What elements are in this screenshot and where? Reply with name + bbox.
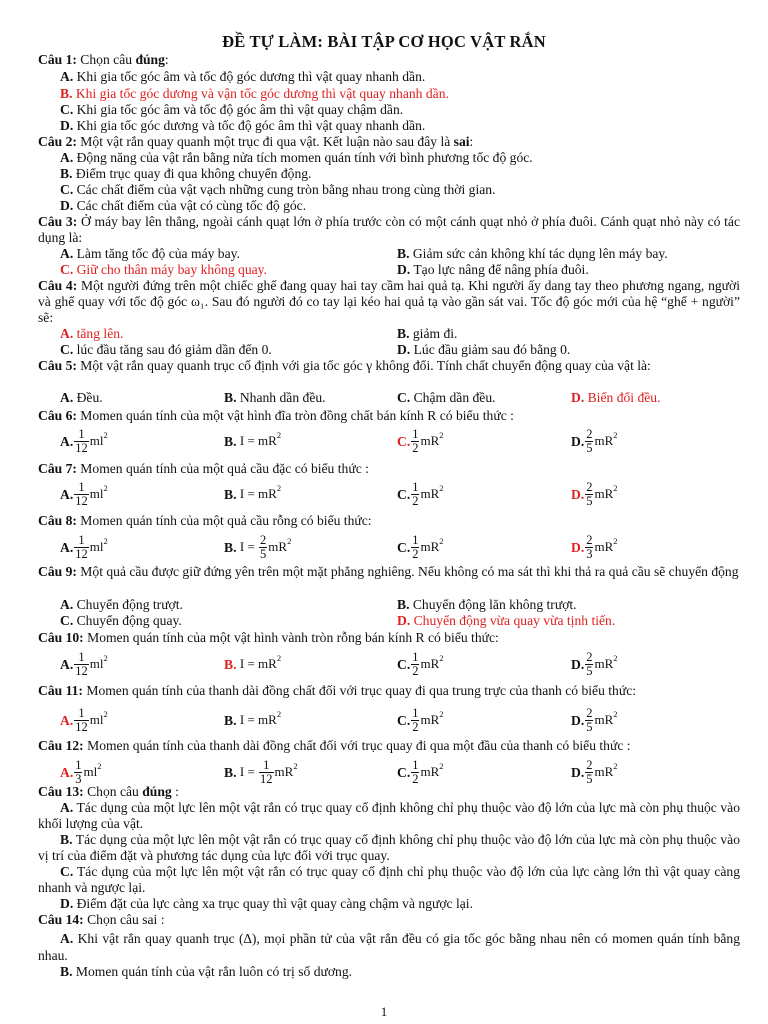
q7-option-b[interactable] xyxy=(224,477,281,511)
q10-option-a[interactable] xyxy=(60,647,108,681)
fraction xyxy=(585,707,593,734)
option-letter: C. xyxy=(60,182,74,197)
math-term: mR xyxy=(594,486,614,501)
option-letter: C. xyxy=(397,656,411,672)
fraction xyxy=(411,707,419,734)
option-letter: A. xyxy=(60,931,74,946)
numerator: 1 xyxy=(412,480,419,495)
denominator: 12 xyxy=(75,547,88,562)
option-letter: A. xyxy=(60,712,74,728)
numerator: 1 xyxy=(74,481,89,495)
question-text: Một vật rắn quay quanh một trục đi qua vật. Kết luận nào sau đây là xyxy=(76,134,454,149)
option-letter: D. xyxy=(571,712,585,728)
math-term: I = mR xyxy=(239,433,277,448)
page-title: ĐỀ TỰ LÀM: BÀI TẬP CƠ HỌC VẬT RẮN xyxy=(222,32,546,51)
exponent: 2 xyxy=(613,709,618,719)
option-letter: A. xyxy=(60,486,74,502)
numerator: 1 xyxy=(74,534,89,548)
fraction xyxy=(74,651,89,678)
math-term: ml xyxy=(89,486,104,501)
option-text: Các chất điểm của vật vạch những cung tròn bằng nhau trong cùng thời gian. xyxy=(73,182,496,197)
option-letter: C. xyxy=(397,712,411,728)
math-term: ml xyxy=(89,656,104,671)
q2-option-c[interactable] xyxy=(60,182,495,198)
q6-option-a[interactable] xyxy=(60,424,108,458)
math-term: mR xyxy=(420,486,440,501)
option-letter: C. xyxy=(60,864,74,879)
option-letter: D. xyxy=(60,118,74,133)
fraction xyxy=(74,481,89,508)
option-letter: A. xyxy=(60,390,74,405)
question-label: Câu 5: xyxy=(38,358,77,373)
fraction xyxy=(585,759,593,786)
question-label: Câu 2: xyxy=(38,134,77,149)
question-label: Câu 1: xyxy=(38,52,77,67)
exponent: 2 xyxy=(613,430,618,440)
math-term: mR xyxy=(420,539,440,554)
option-text: Lúc đầu giảm sau đó bằng 0. xyxy=(410,342,571,357)
numerator: 2 xyxy=(586,758,593,773)
numerator: 1 xyxy=(412,427,419,442)
option-letter: A. xyxy=(60,539,74,555)
option-letter: C. xyxy=(397,390,411,405)
exponent: 2 xyxy=(439,761,444,771)
option-letter: A. xyxy=(60,764,74,780)
q1-option-c[interactable] xyxy=(60,102,403,118)
question-label: Câu 8: xyxy=(38,513,77,528)
q6-option-c[interactable] xyxy=(397,424,444,458)
q2-option-a[interactable] xyxy=(60,150,533,166)
exponent: 2 xyxy=(287,536,292,546)
denominator: 12 xyxy=(75,441,88,456)
page-number: 1 xyxy=(380,1004,388,1019)
q8-option-a[interactable] xyxy=(60,530,108,564)
math-term: mR xyxy=(274,764,294,779)
numerator: 1 xyxy=(74,651,89,665)
option-letter: D. xyxy=(571,433,585,449)
option-letter: A. xyxy=(60,597,74,612)
option-text: Chậm dần đều. xyxy=(410,390,496,405)
numerator: 1 xyxy=(412,650,419,665)
denominator: 2 xyxy=(412,664,419,679)
math-term: mR xyxy=(420,764,440,779)
exponent: 2 xyxy=(613,483,618,493)
exponent: 2 xyxy=(97,761,102,771)
q1-option-d[interactable] xyxy=(60,118,425,134)
denominator: 2 xyxy=(412,720,419,735)
numerator: 2 xyxy=(586,533,593,548)
q4-option-a[interactable] xyxy=(60,326,123,342)
numerator: 1 xyxy=(412,533,419,548)
exponent: 2 xyxy=(439,709,444,719)
option-letter: B. xyxy=(397,326,410,341)
q9-option-b[interactable] xyxy=(397,597,577,613)
math-term: ml xyxy=(89,433,104,448)
numerator: 1 xyxy=(75,758,82,773)
fraction xyxy=(585,481,593,508)
exponent: 2 xyxy=(103,483,108,493)
question-13 xyxy=(38,784,740,800)
q8-option-b[interactable] xyxy=(224,530,291,564)
question-8 xyxy=(38,513,740,529)
option-text: Nhanh dần đều. xyxy=(236,390,326,405)
fraction xyxy=(411,759,419,786)
question-text: Một người đứng trên một chiếc ghế đang quay hai tay cầm hai quả tạ. Khi người ấy dang tay theo phương ngang, người và ghế quay với tốc độ góc ω₁. Sau đó người đó co tay lại kéo hai quả tạ vào gần sát vai. Tốc độ góc mới của hệ “ghế + người” sẽ: xyxy=(38,278,740,325)
fraction xyxy=(411,428,419,455)
option-letter: B. xyxy=(224,656,237,672)
denominator: 5 xyxy=(586,720,593,735)
question-4 xyxy=(38,278,740,326)
option-letter: B. xyxy=(397,597,410,612)
question-text: Momen quán tính của một quả cầu rỗng có biểu thức: xyxy=(76,513,372,528)
exponent: 2 xyxy=(613,653,618,663)
option-text: Khi gia tốc góc dương và vận tốc góc dương thì vật quay nhanh dần. xyxy=(72,86,449,101)
exponent: 2 xyxy=(293,761,298,771)
option-letter: B. xyxy=(397,246,410,261)
exponent: 2 xyxy=(103,536,108,546)
q11-option-d[interactable] xyxy=(571,703,618,737)
question-emphasis: đúng xyxy=(135,52,165,67)
option-text: giảm đi. xyxy=(409,326,458,341)
option-letter: C. xyxy=(60,102,74,117)
exponent: 2 xyxy=(103,653,108,663)
option-text: tăng lên. xyxy=(73,326,124,341)
fraction xyxy=(74,707,89,734)
denominator: 12 xyxy=(75,494,88,509)
numerator: 2 xyxy=(260,533,267,548)
q14-option-b[interactable] xyxy=(60,964,352,980)
option-letter: B. xyxy=(60,86,73,101)
question-label: Câu 9: xyxy=(38,564,77,579)
option-letter: B. xyxy=(224,539,237,555)
q5-option-d[interactable] xyxy=(571,390,661,406)
denominator: 3 xyxy=(586,547,593,562)
exponent: 2 xyxy=(439,483,444,493)
q10-option-b[interactable] xyxy=(224,647,281,681)
option-text: Khi gia tốc góc âm và tốc độ góc âm thì vật quay chậm dần. xyxy=(73,102,404,117)
option-text: Chuyển động lăn không trượt. xyxy=(409,597,577,612)
option-letter: C. xyxy=(397,433,411,449)
exponent: 2 xyxy=(439,653,444,663)
numerator: 1 xyxy=(259,759,274,773)
numerator: 1 xyxy=(74,428,89,442)
question-text: Momen quán tính của một vật hình vành tròn rỗng bán kính R có biểu thức: xyxy=(83,630,499,645)
q6-option-b[interactable] xyxy=(224,424,281,458)
fraction xyxy=(411,481,419,508)
option-letter: A. xyxy=(60,433,74,449)
denominator: 2 xyxy=(412,441,419,456)
numerator: 1 xyxy=(412,758,419,773)
question-emphasis: sai xyxy=(453,134,470,149)
numerator: 2 xyxy=(586,427,593,442)
question-tail: : xyxy=(469,134,474,149)
option-text: Khi gia tốc góc âm và tốc độ góc dương thì vật quay nhanh dần. xyxy=(73,69,426,84)
denominator: 2 xyxy=(412,547,419,562)
q8-option-d[interactable] xyxy=(571,530,618,564)
q9-option-a[interactable] xyxy=(60,597,183,613)
option-letter: A. xyxy=(60,800,74,815)
option-text: Các chất điểm của vật có cùng tốc độ góc. xyxy=(73,198,307,213)
q10-option-c[interactable] xyxy=(397,647,444,681)
question-text: Momen quán tính của một vật hình đĩa tròn đồng chất bán kính R có biểu thức : xyxy=(76,408,514,423)
q3-option-c[interactable] xyxy=(60,262,267,278)
option-letter: B. xyxy=(224,486,237,502)
fraction xyxy=(411,651,419,678)
fraction xyxy=(74,428,89,455)
q6-option-d[interactable] xyxy=(571,424,618,458)
option-text: lúc đầu tăng sau đó giảm dần đến 0. xyxy=(73,342,272,357)
fraction xyxy=(411,534,419,561)
option-text: Giảm sức cản không khí tác dụng lên máy bay. xyxy=(409,246,668,261)
question-text: Chọn câu sai : xyxy=(83,912,165,927)
numerator: 1 xyxy=(412,706,419,721)
math-term: mR xyxy=(594,712,614,727)
question-text: Ở máy bay lên thẳng, ngoài cánh quạt lớn ở phía trước còn có một cánh quạt nhỏ ở phía đuôi. Cánh quạt nhỏ này có tác dụng là: xyxy=(38,214,740,245)
exponent: 2 xyxy=(276,483,282,493)
fraction xyxy=(74,534,89,561)
question-tail: : xyxy=(171,784,179,799)
fraction xyxy=(74,759,82,786)
question-emphasis: đúng xyxy=(142,784,172,799)
option-letter: B. xyxy=(224,390,237,405)
q14-option-a[interactable] xyxy=(38,930,740,964)
q1-option-b[interactable] xyxy=(60,86,449,102)
q7-option-a[interactable] xyxy=(60,477,108,511)
q10-option-d[interactable] xyxy=(571,647,618,681)
option-letter: A. xyxy=(60,246,74,261)
question-label: Câu 10: xyxy=(38,630,84,645)
question-text: Momen quán tính của một quả cầu đặc có biểu thức : xyxy=(76,461,369,476)
denominator: 5 xyxy=(586,772,593,787)
q5-option-b[interactable] xyxy=(224,390,326,406)
exponent: 2 xyxy=(613,536,618,546)
option-letter: C. xyxy=(60,262,74,277)
fraction xyxy=(585,428,593,455)
option-letter: B. xyxy=(224,764,237,780)
option-letter: D. xyxy=(571,539,585,555)
option-text: Điểm trục quay đi qua không chuyển động. xyxy=(72,166,312,181)
denominator: 12 xyxy=(260,772,273,787)
q13-option-c[interactable] xyxy=(38,864,740,896)
denominator: 3 xyxy=(75,772,82,787)
question-11 xyxy=(38,683,740,699)
q11-option-c[interactable] xyxy=(397,703,444,737)
math-term: mR xyxy=(420,712,440,727)
exponent: 2 xyxy=(439,430,444,440)
fraction xyxy=(259,534,267,561)
math-term: I = mR xyxy=(239,712,277,727)
option-letter: D. xyxy=(571,486,585,502)
exponent: 2 xyxy=(276,709,282,719)
question-1 xyxy=(38,52,740,68)
option-text: Động năng của vật rắn bằng nửa tích momen quán tính với bình phương tốc độ góc. xyxy=(73,150,533,165)
question-7 xyxy=(38,461,740,477)
option-letter: B. xyxy=(60,166,73,181)
q8-option-c[interactable] xyxy=(397,530,444,564)
option-letter: A. xyxy=(60,150,74,165)
exponent: 2 xyxy=(276,430,282,440)
q11-option-a[interactable] xyxy=(60,703,108,737)
math-term: I = xyxy=(239,539,259,554)
option-letter: B. xyxy=(224,712,237,728)
q11-option-b[interactable] xyxy=(224,703,281,737)
question-text: Momen quán tính của thanh dài đồng chất đối với trục quay đi qua trung trực của thanh có biểu thức: xyxy=(82,683,637,698)
math-term: mR xyxy=(594,539,614,554)
option-text: Khi vật rắn quay quanh trục (∆), mọi phần tử của vật rắn đều có gia tốc góc bằng nhau nên có momen quán tính bằng nhau. xyxy=(38,931,740,963)
q3-option-a[interactable] xyxy=(60,246,240,262)
option-text: Chuyển động vừa quay vừa tịnh tiến. xyxy=(410,613,616,628)
q4-option-c[interactable] xyxy=(60,342,272,358)
option-text: Giữ cho thân máy bay không quay. xyxy=(73,262,267,277)
option-letter: C. xyxy=(60,613,74,628)
math-term: ml xyxy=(89,712,104,727)
q9-option-d[interactable] xyxy=(397,613,615,629)
option-text: Khi gia tốc góc dương và tốc độ góc âm thì vật quay nhanh dần. xyxy=(73,118,426,133)
q3-option-d[interactable] xyxy=(397,262,589,278)
question-2 xyxy=(38,134,740,150)
option-text: Momen quán tính của vật rắn luôn có trị số dương. xyxy=(72,964,353,979)
math-term: ml xyxy=(89,539,104,554)
option-text: Chuyển động quay. xyxy=(73,613,182,628)
fraction xyxy=(585,651,593,678)
option-letter: C. xyxy=(397,486,411,502)
numerator: 2 xyxy=(586,480,593,495)
option-letter: D. xyxy=(60,198,74,213)
question-label: Câu 3: xyxy=(38,214,78,229)
q2-option-b[interactable] xyxy=(60,166,311,182)
numerator: 2 xyxy=(586,650,593,665)
denominator: 5 xyxy=(586,441,593,456)
q13-option-b[interactable] xyxy=(38,832,740,864)
option-letter: B. xyxy=(60,832,73,847)
numerator: 2 xyxy=(586,706,593,721)
q4-option-b[interactable] xyxy=(397,326,457,342)
option-text: Làm tăng tốc độ của máy bay. xyxy=(73,246,240,261)
option-letter: A. xyxy=(60,656,74,672)
option-letter: C. xyxy=(397,539,411,555)
q5-option-c[interactable] xyxy=(397,390,496,406)
denominator: 5 xyxy=(260,547,267,562)
question-14 xyxy=(38,912,740,928)
question-3 xyxy=(38,214,740,246)
question-label: Câu 12: xyxy=(38,738,84,753)
question-text: Một vật rắn quay quanh trục cố định với gia tốc góc γ không đổi. Tính chất chuyển động quay của vật là: xyxy=(76,358,651,373)
q7-option-d[interactable] xyxy=(571,477,618,511)
option-letter: D. xyxy=(571,656,585,672)
option-letter: D. xyxy=(397,613,411,628)
option-letter: C. xyxy=(397,764,411,780)
q1-option-a[interactable] xyxy=(60,69,425,85)
option-text: Biến đổi đều. xyxy=(584,390,661,405)
denominator: 2 xyxy=(412,772,419,787)
q7-option-c[interactable] xyxy=(397,477,444,511)
denominator: 5 xyxy=(586,494,593,509)
fraction xyxy=(585,534,593,561)
q13-option-d[interactable] xyxy=(60,896,473,912)
question-text: Chọn câu xyxy=(76,52,136,67)
question-12 xyxy=(38,738,740,754)
option-letter: D. xyxy=(60,896,74,911)
math-term: I = mR xyxy=(239,656,277,671)
option-letter: D. xyxy=(397,262,411,277)
option-letter: B. xyxy=(60,964,73,979)
question-text: Momen quán tính của thanh dài đồng chất đối với trục quay đi qua một đầu của thanh có biểu thức : xyxy=(83,738,631,753)
math-term: ml xyxy=(83,764,98,779)
option-letter: D. xyxy=(397,342,411,357)
q2-option-d[interactable] xyxy=(60,198,306,214)
denominator: 12 xyxy=(75,664,88,679)
question-text: Chọn câu xyxy=(83,784,143,799)
question-label: Câu 14: xyxy=(38,912,84,927)
option-letter: C. xyxy=(60,342,74,357)
question-label: Câu 4: xyxy=(38,278,78,293)
math-term: mR xyxy=(594,764,614,779)
question-text: Một quả cầu được giữ đứng yên trên một mặt phẳng nghiêng. Nếu không có ma sát thì khi thả ra quả cầu sẽ chuyển động xyxy=(76,564,739,579)
option-letter: B. xyxy=(224,433,237,449)
math-term: I = mR xyxy=(239,486,277,501)
math-term: mR xyxy=(420,656,440,671)
exponent: 2 xyxy=(276,653,282,663)
exponent: 2 xyxy=(103,709,108,719)
question-label: Câu 7: xyxy=(38,461,77,476)
q3-option-b[interactable] xyxy=(397,246,668,262)
math-term: mR xyxy=(594,433,614,448)
denominator: 5 xyxy=(586,664,593,679)
question-5 xyxy=(38,358,740,374)
question-10 xyxy=(38,630,740,646)
question-9 xyxy=(38,564,740,580)
q13-option-a[interactable] xyxy=(38,800,740,832)
exponent: 2 xyxy=(439,536,444,546)
math-term: I = xyxy=(239,764,259,779)
option-text: Điểm đặt của lực càng xa trục quay thì vật quay càng chậm và ngược lại. xyxy=(73,896,473,911)
option-letter: A. xyxy=(60,69,74,84)
math-term: mR xyxy=(268,539,288,554)
math-term: mR xyxy=(594,656,614,671)
option-letter: A. xyxy=(60,326,74,341)
option-text: Tác dụng của một lực lên một vật rắn có trục quay cố định chỉ phụ thuộc vào độ lớn của lực càng lớn thì vật quay càng nhanh và ngược lại. xyxy=(38,864,740,895)
q4-option-d[interactable] xyxy=(397,342,570,358)
fraction xyxy=(259,759,274,786)
option-letter: D. xyxy=(571,764,585,780)
math-term: mR xyxy=(420,433,440,448)
question-label: Câu 6: xyxy=(38,408,77,423)
option-text: Tác dụng của một lực lên một vật rắn có trục quay cố định không chỉ phụ thuộc vào độ lớn của lực mà còn phụ thuộc vào vị trí của điểm đặt và phương tác dụng của lực đối với trục quay. xyxy=(38,832,740,863)
exponent: 2 xyxy=(613,761,618,771)
option-text: Tác dụng của một lực lên một vật rắn có trục quay cố định không chỉ phụ thuộc vào độ lớn của lực mà còn phụ thuộc vào khối lượng của vật. xyxy=(38,800,740,831)
denominator: 12 xyxy=(75,720,88,735)
q9-option-c[interactable] xyxy=(60,613,182,629)
q5-option-a[interactable] xyxy=(60,390,103,406)
question-tail: : xyxy=(164,52,169,67)
exponent: 2 xyxy=(103,430,108,440)
option-text: Đều. xyxy=(73,390,103,405)
numerator: 1 xyxy=(74,707,89,721)
question-6 xyxy=(38,408,740,424)
option-text: Chuyển động trượt. xyxy=(73,597,183,612)
question-label: Câu 11: xyxy=(38,683,83,698)
question-label: Câu 13: xyxy=(38,784,84,799)
option-text: Tạo lực nâng để nâng phía đuôi. xyxy=(410,262,589,277)
denominator: 2 xyxy=(412,494,419,509)
option-letter: D. xyxy=(571,390,585,405)
